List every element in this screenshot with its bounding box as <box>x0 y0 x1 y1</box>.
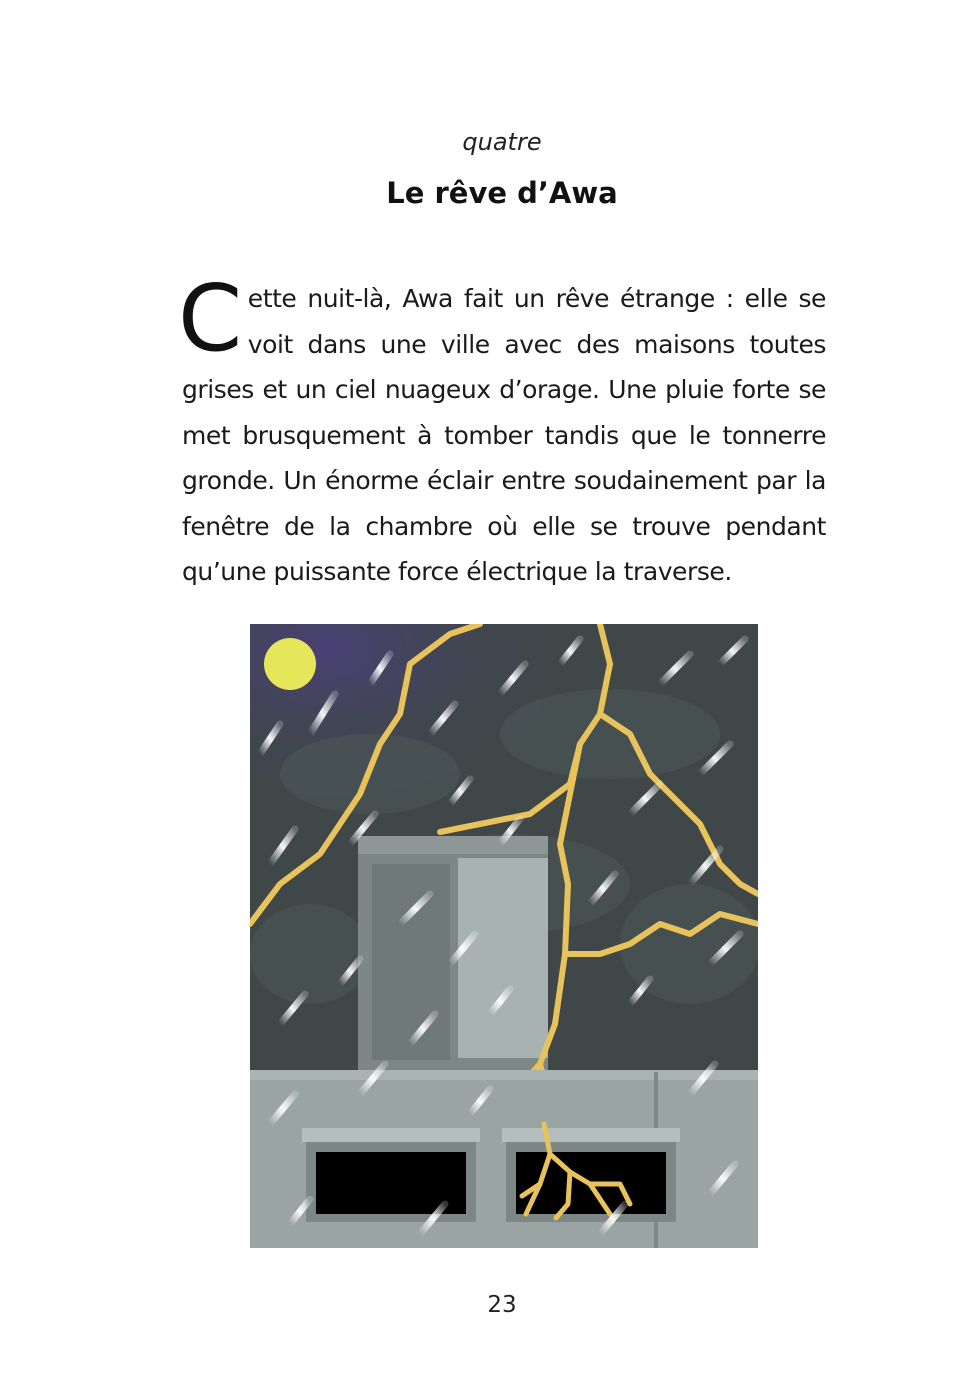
chapter-title: Le rêve d’Awa <box>386 176 618 210</box>
moon-icon <box>264 638 316 690</box>
back-building-panel <box>372 864 450 1060</box>
page-number: 23 <box>487 1292 517 1318</box>
window-right-ledge <box>502 1128 680 1142</box>
chapter-paragraph: ette nuit-là, Awa fait un rêve étrange : elle se voit dans une ville avec des maisons toutes grises et un ciel nuageux d’orage. Une pluie forte se met brusquement à tomber tandis que le tonnerre gronde. Un énorme éclair entre soudainement par la fenêtre de la chambre où elle se trouve pendant qu’une puissante force électrique la traverse. <box>182 284 826 586</box>
drop-cap: C <box>178 265 242 372</box>
back-building-roof <box>358 836 548 854</box>
storm-illustration <box>250 624 758 1248</box>
storm-illustration-svg <box>250 624 758 1248</box>
chapter-number-label: quatre <box>462 128 542 156</box>
window-left-ledge <box>302 1128 480 1142</box>
front-building-top <box>250 1070 758 1080</box>
chapter-body <box>178 265 826 595</box>
back-building-light-panel <box>458 858 548 1058</box>
